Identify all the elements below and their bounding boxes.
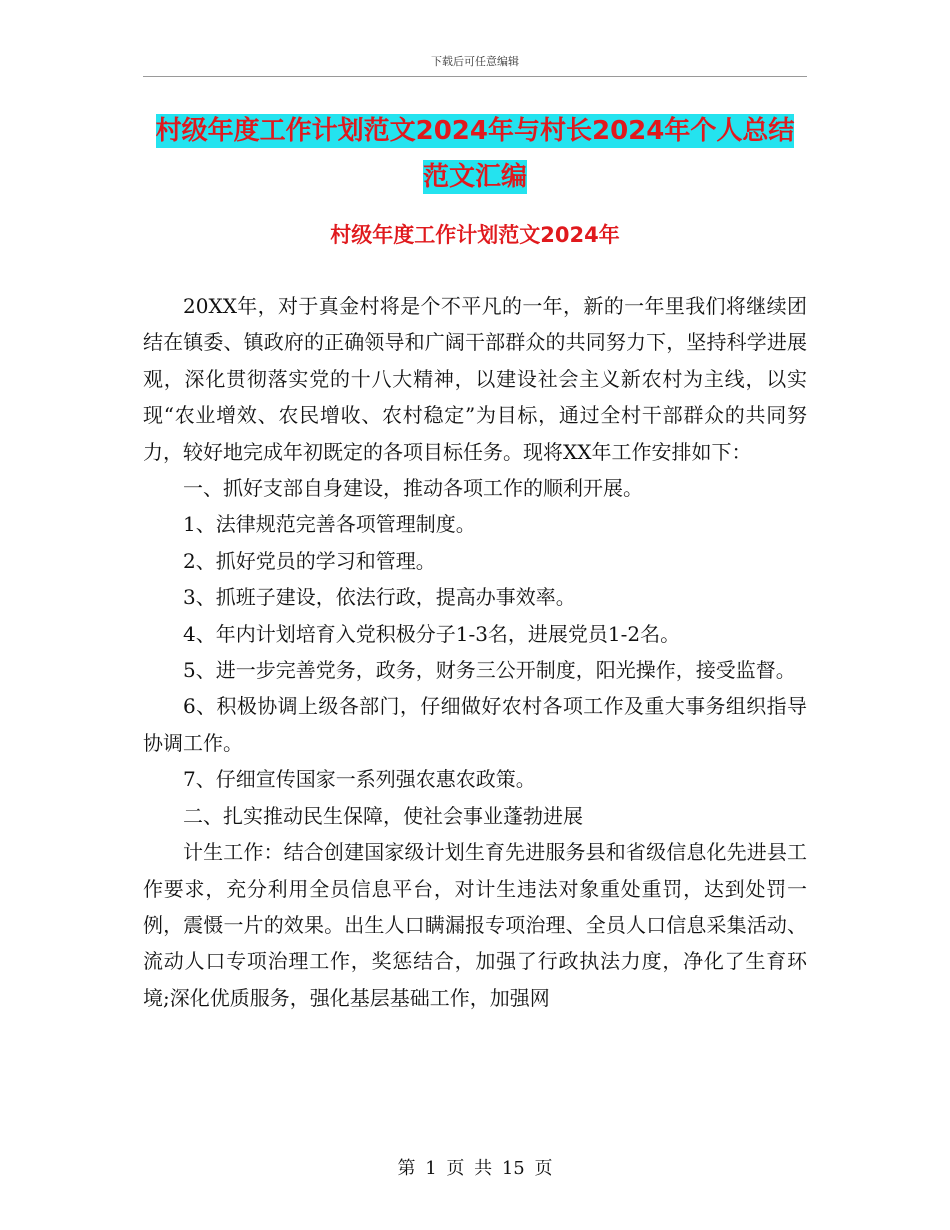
document-body xyxy=(143,288,807,1016)
document-title xyxy=(143,108,807,200)
list-item: 6、积极协调上级各部门，仔细做好农村各项工作及重大事务组织指导协调工作。 xyxy=(143,694,807,755)
paragraph: 20XX年，对于真金村将是个不平凡的一年，新的一年里我们将继续团结在镇委、镇政府的正确领导和广阔干部群众的共同努力下，坚持科学进展观，深化贯彻落实党的十八大精神，以建设社会主义新农村为主线，以实现“农业增效、农民增收、农村稳定”为目标，通过全村干部群众的共同努力，较好地完成年初既定的各项目标任务。现将XX年工作安排如下： xyxy=(143,294,807,464)
list-item: 4、年内计划培育入党积极分子1-3名，进展党员1-2名。 xyxy=(183,621,681,646)
header-divider xyxy=(143,76,807,77)
list-item: 1、法律规范完善各项管理制度。 xyxy=(183,512,476,537)
paragraph: 二、扎实推动民生保障，使社会事业蓬勃进展 xyxy=(183,803,583,828)
list-item: 3、抓班子建设，依法行政，提高办事效率。 xyxy=(183,585,576,610)
document-title-text: 村级年度工作计划范文2024年与村长2024年个人总结范文汇编 xyxy=(155,116,795,192)
page-number: 第 1 页 共 15 页 xyxy=(397,1158,553,1179)
paragraph: 一、抓好支部自身建设，推动各项工作的顺利开展。 xyxy=(183,476,643,501)
list-item: 2、抓好党员的学习和管理。 xyxy=(183,548,436,573)
page-header-note: 下载后可任意编辑 xyxy=(431,55,519,68)
list-item: 7、仔细宣传国家一系列强农惠农政策。 xyxy=(183,767,536,792)
list-item: 5、进一步完善党务，政务，财务三公开制度，阳光操作，接受监督。 xyxy=(183,658,796,683)
paragraph: 计生工作：结合创建国家级计划生育先进服务县和省级信息化先进县工作要求，充分利用全员信息平台，对计生违法对象重处重罚，达到处罚一例，震慑一片的效果。出生人口瞒漏报专项治理、全员人口信息采集活动、流动人口专项治理工作，奖惩结合，加强了行政执法力度，净化了生育环境;深化优质服务，强化基层基础工作，加强网 xyxy=(143,840,807,1010)
section-title: 村级年度工作计划范文2024年 xyxy=(330,223,620,247)
